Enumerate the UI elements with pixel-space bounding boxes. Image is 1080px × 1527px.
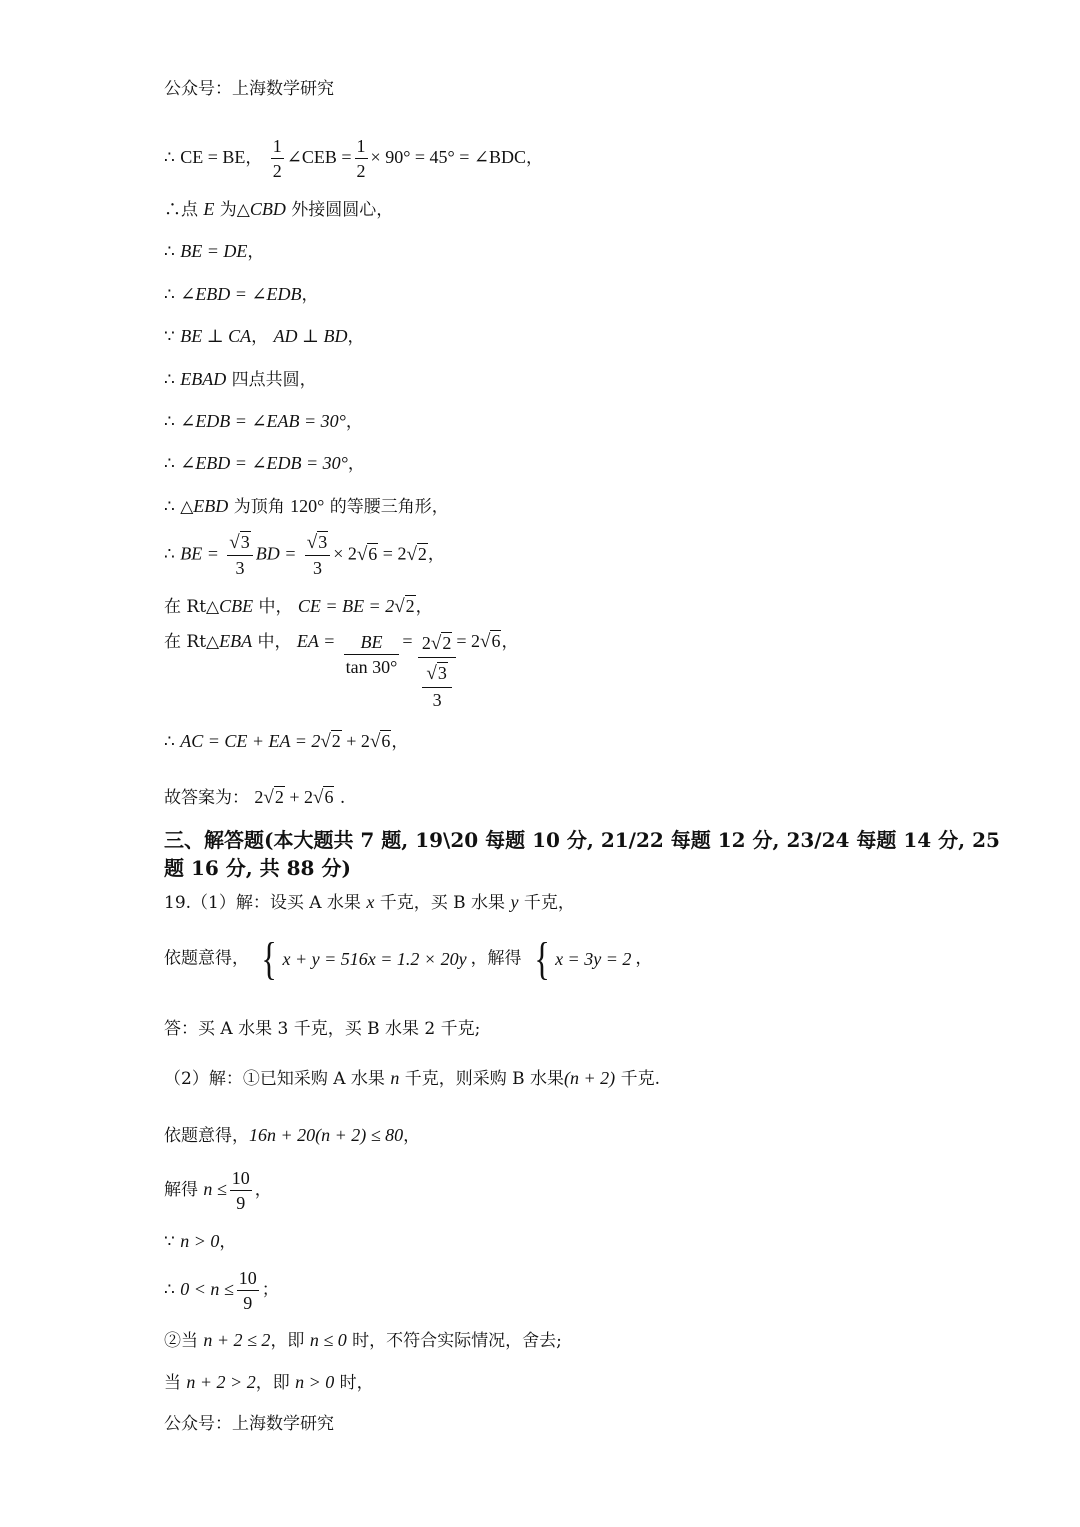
line-equation-system: 依题意得， { x + y = 516x = 1.2 × 20y ，解得 { x = 3y = 2 ， (164, 933, 653, 984)
line-ac-value: ∴ AC = CE + EA = 2√2 + 2√6， (164, 731, 409, 752)
line-angle-30: ∴ ∠EBD = ∠EDB = 30°， (164, 453, 365, 474)
line-answer: 故答案为： 2√2 + 2√6 . (164, 787, 346, 808)
line-ce-eq-be: ∴ CE = BE， $\frac{1}{2}$ ∠CEB = $\frac{1}{2}$ × 90° = 45° = ∠BDC， (164, 136, 543, 181)
line-case-2: ②当 n + 2 ≤ 2，即 n ≤ 0 时，不符合实际情况，舍去; (164, 1330, 562, 1351)
page-header: 公众号：上海数学研究 (164, 79, 334, 99)
line-answer-19-1: 答：买 A 水果 3 千克，买 B 水果 2 千克; (164, 1019, 481, 1039)
system-brace-2: { x = 3y = 2 (534, 933, 632, 984)
line-perpendicular: ∵ BE ⊥ CA， AD ⊥ BD， (164, 326, 365, 347)
line-inequality: 依题意得，16n + 20(n + 2) ≤ 80， (164, 1125, 421, 1146)
question-19-part-1: 19.（1）解：设买 A 水果 x 千克，买 B 水果 y 千克， (164, 892, 575, 913)
line-case-3: 当 n + 2 > 2，即 n > 0 时， (164, 1372, 374, 1393)
section-heading-line-1: 三、解答题(本大题共 7 题, 19\20 每题 10 分, 21/22 每题 12 分, 23/24 每题 14 分, 25 (164, 828, 1000, 852)
section-heading-line-2: 题 16 分, 共 88 分) (164, 856, 351, 880)
line-be-value: ∴ BE = $\frac{√3}{3}$ BD = $\frac{√3}{3}$ × 2√6 = 2√2， (164, 532, 445, 578)
line-rt-cbe: 在 Rt△CBE 中， CE = BE = 2√2， (164, 596, 433, 617)
line-isosceles: ∴ △EBD 为顶角 120° 的等腰三角形， (164, 496, 449, 517)
line-rt-eba: 在 Rt△EBA 中， EA = $\frac{BE}{\tan 30^\circ}$ = $\frac{2√2}{\frac{√3}{3}}$ = 2√6， (164, 631, 519, 710)
line-concyclic: ∴ EBAD 四点共圆， (164, 369, 317, 390)
question-19-part-2: （2）解：①已知采购 A 水果 n 千克，则采购 B 水果(n + 2) 千克. (164, 1068, 660, 1089)
system-brace-1: { x + y = 516x = 1.2 × 20y (261, 933, 467, 984)
line-solve-n: 解得 n ≤ $\frac{10}{9}$ ， (164, 1168, 272, 1213)
line-n-range: ∴ 0 < n ≤ $\frac{10}{9}$ ； (164, 1268, 279, 1313)
line-angle-ebd-edb: ∴ ∠EBD = ∠EDB， (164, 284, 319, 305)
line-angle-edb-eab: ∴ ∠EDB = ∠EAB = 30°， (164, 411, 363, 432)
line-be-eq-de: ∴ BE = DE， (164, 241, 265, 262)
page-footer: 公众号：上海数学研究 (164, 1414, 334, 1434)
line-n-positive: ∵ n > 0， (164, 1231, 237, 1252)
line-circumcenter: ∴点 E 为△CBD 外接圆圆心， (164, 199, 394, 220)
